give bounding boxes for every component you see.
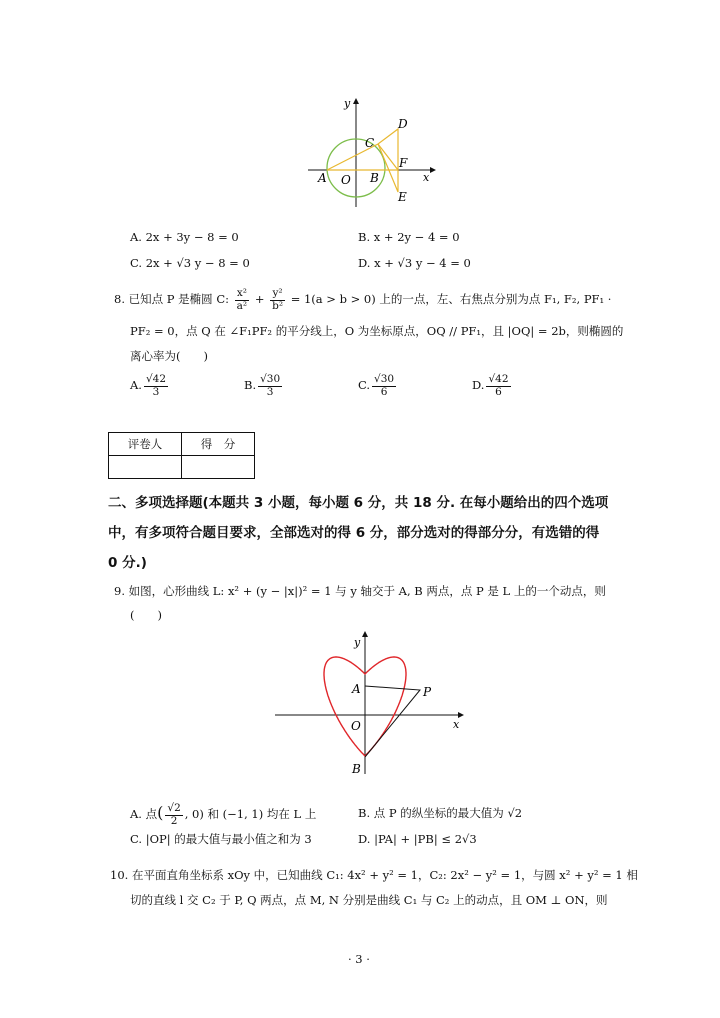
section2-title-line3: 0 分.): [108, 555, 147, 571]
q9-line1: 9. 如图，心形曲线 L: x² + (y − |x|)² = 1 与 y 轴交于 A, B 两点，点 P 是 L 上的一个动点，则: [114, 584, 606, 598]
q8-line1: [114, 288, 611, 312]
q8-option-d: D. $\frac{√42}{6}$: [472, 373, 509, 398]
q7-option-a: A. 2x + 3y − 8 = 0: [130, 230, 239, 244]
q8-frac-x: $\frac{\text{x²}}{\text{a²}}$: [236, 287, 248, 312]
q7-option-d: D. x + √3 y − 4 = 0: [358, 256, 471, 270]
q8-option-a: A. $\frac{√42}{3}$: [130, 373, 167, 398]
q10-line2: 切的直线 l 交 C₂ 于 P, Q 两点，点 M, N 分别是曲线 C₁ 与 C₂ 上的动点，且 OM ⊥ ON，则: [130, 893, 608, 907]
q9-option-b: B. 点 P 的纵坐标的最大值为 √2: [358, 806, 523, 820]
label-D: D: [398, 117, 408, 131]
label-A: A: [318, 171, 327, 185]
q8-line3: 离心率为( ): [130, 349, 208, 363]
label-P: P: [423, 685, 432, 699]
label-E: E: [398, 190, 407, 204]
grader-cell: [109, 456, 182, 479]
q7-option-b: B. x + 2y − 4 = 0: [358, 230, 460, 244]
q10-line1: 10. 在平面直角坐标系 xOy 中，已知曲线 C₁: 4x² + y² = 1，C₂: 2x² − y² = 1，与圆 x² + y² = 1 相: [110, 868, 638, 882]
label-B: B: [352, 762, 361, 776]
label-y: y: [354, 636, 361, 649]
x-axis-arrow: [430, 167, 436, 173]
label-F: F: [399, 156, 408, 170]
score-table: [108, 432, 255, 479]
q9-line2: ( ): [130, 608, 162, 622]
q7-option-c: C. 2x + √3 y − 8 = 0: [130, 256, 250, 270]
y-axis-arrow: [362, 631, 368, 637]
q8-line2: PF₂ = 0，点 Q 在 ∠F₁PF₂ 的平分线上，O 为坐标原点，OQ // PF₁，且 |OQ| = 2b，则椭圆的: [130, 324, 624, 338]
triangle-apb: [365, 686, 420, 757]
label-x: x: [423, 171, 430, 184]
triangle-lines: [327, 129, 398, 192]
label-x: x: [453, 718, 460, 731]
grader-header: 评卷人: [109, 433, 182, 456]
label-y: y: [344, 97, 351, 110]
y-axis-arrow: [353, 98, 359, 104]
q8-plus: +: [254, 292, 265, 307]
label-O: O: [341, 173, 351, 187]
q9-option-d: D. |PA| + |PB| ≤ 2√3: [358, 832, 477, 846]
label-A: A: [352, 682, 361, 696]
label-C: C: [365, 136, 375, 150]
section2-title-line2: 中，有多项符合题目要求，全部选对的得 6 分，部分选对的得部分分，有选错的得: [108, 525, 600, 541]
score-cell: [182, 456, 255, 479]
page-number: · 3 ·: [348, 952, 370, 966]
q8-option-c: C. $\frac{√30}{6}$: [358, 373, 395, 398]
section2-title-line1: 二、多项选择题(本题共 3 小题，每小题 6 分，共 18 分. 在每小题给出的四个选项: [108, 495, 609, 511]
q9-figure: [270, 628, 470, 778]
label-B: B: [370, 171, 379, 185]
q8-frac-y: $\frac{\text{y²}}{\text{b²}}$: [272, 287, 284, 312]
q8-option-b: B. $\frac{√30}{3}$: [244, 373, 281, 398]
q8-stem-start: 8. 已知点 P 是椭圆 C:: [114, 292, 230, 307]
q8-stem-end: = 1(a > b > 0) 上的一点，左、右焦点分别为点 F₁, F₂, PF₁ ·: [290, 292, 612, 307]
score-header: 得 分: [182, 433, 255, 456]
label-O: O: [351, 719, 361, 733]
q9-option-a: A. 点( $\frac{√2}{2}$ , 0) 和 (−1, 1) 均在 L 上: [130, 802, 317, 827]
q7-figure: [300, 95, 440, 210]
q9-option-c: C. |OP| 的最大值与最小值之和为 3: [130, 832, 312, 846]
